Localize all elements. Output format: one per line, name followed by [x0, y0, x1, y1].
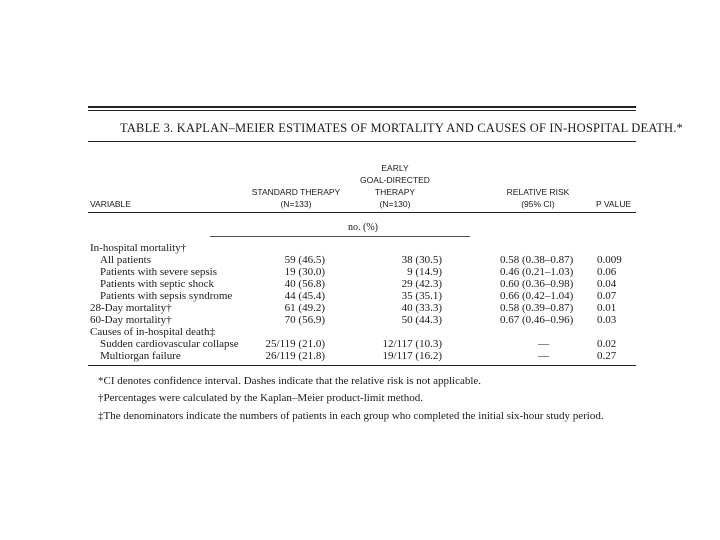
cell-early: 50 (44.3): [401, 314, 442, 326]
row-variable: Sudden cardiovascular collapse: [100, 338, 239, 350]
row-variable: All patients: [100, 254, 152, 266]
header-early-therapy: EARLY GOAL-DIRECTED THERAPY (N=130): [360, 163, 430, 209]
row-variable: In-hospital mortality†: [90, 242, 187, 254]
cell-early: 12/117 (10.3): [382, 338, 442, 350]
bottom-rule: [88, 365, 636, 366]
table-title: TABLE 3. KAPLAN–MEIER ESTIMATES OF MORTALITY AND CAUSES OF IN-HOSPITAL DEATH.*: [120, 121, 684, 135]
row-variable: Causes of in-hospital death‡: [90, 326, 215, 338]
row-variable: Patients with severe sepsis: [100, 266, 218, 278]
header-p-value: P VALUE: [596, 199, 632, 209]
cell-early: 9 (14.9): [407, 266, 442, 278]
cell-early: 40 (33.3): [401, 302, 442, 314]
cell-relative-risk: 0.66 (0.42–1.04): [500, 290, 574, 302]
header-rule: [88, 212, 636, 213]
header-variable: VARIABLE: [90, 199, 131, 209]
cell-standard: 59 (46.5): [284, 254, 325, 266]
cell-p-value: 0.02: [597, 338, 617, 350]
cell-p-value: 0.27: [597, 350, 617, 362]
row-variable: Multiorgan failure: [100, 350, 181, 362]
cell-early: 38 (30.5): [401, 254, 442, 266]
cell-standard: 40 (56.8): [284, 278, 325, 290]
cell-relative-risk: —: [538, 338, 549, 350]
cell-standard: 26/119 (21.8): [265, 350, 325, 362]
title-rule: [88, 141, 636, 142]
top-rule-thick: [88, 106, 636, 108]
cell-early: 35 (35.1): [401, 290, 442, 302]
cell-p-value: 0.03: [597, 314, 617, 326]
unit-rule: [210, 236, 470, 237]
row-variable: 60-Day mortality†: [90, 314, 172, 326]
cell-relative-risk: 0.60 (0.36–0.98): [500, 278, 574, 290]
row-variable: Patients with septic shock: [100, 278, 214, 290]
cell-standard: 61 (49.2): [284, 302, 325, 314]
cell-standard: 44 (45.4): [284, 290, 325, 302]
cell-relative-risk: 0.46 (0.21–1.03): [500, 266, 574, 278]
footnote-ci: *CI denotes confidence interval. Dashes indicate that the relative risk is not applicable.: [98, 375, 482, 387]
cell-p-value: 0.009: [597, 254, 622, 266]
header-standard-therapy: STANDARD THERAPY (N=133): [251, 187, 341, 209]
cell-relative-risk: 0.58 (0.38–0.87): [500, 254, 574, 266]
cell-standard: 70 (56.9): [284, 314, 325, 326]
cell-standard: 19 (30.0): [284, 266, 325, 278]
cell-p-value: 0.07: [597, 290, 617, 302]
cell-relative-risk: 0.67 (0.46–0.96): [500, 314, 574, 326]
unit-label: no. (%): [348, 222, 378, 233]
cell-early: 19/117 (16.2): [382, 350, 442, 362]
header-relative-risk: RELATIVE RISK (95% CI): [506, 187, 570, 209]
cell-p-value: 0.04: [597, 278, 617, 290]
cell-relative-risk: 0.58 (0.39–0.87): [500, 302, 574, 314]
footnote-percentages: †Percentages were calculated by the Kaplan–Meier product-limit method.: [98, 392, 423, 404]
cell-early: 29 (42.3): [401, 278, 442, 290]
cell-standard: 25/119 (21.0): [265, 338, 325, 350]
cell-p-value: 0.01: [597, 302, 617, 314]
cell-relative-risk: —: [538, 350, 549, 362]
footnote-denominators: ‡The denominators indicate the numbers of patients in each group who completed the initial six-hour study period.: [98, 410, 604, 422]
row-variable: 28-Day mortality†: [90, 302, 172, 314]
cell-p-value: 0.06: [597, 266, 617, 278]
top-rule-thin: [88, 110, 636, 111]
row-variable: Patients with sepsis syndrome: [100, 290, 233, 302]
